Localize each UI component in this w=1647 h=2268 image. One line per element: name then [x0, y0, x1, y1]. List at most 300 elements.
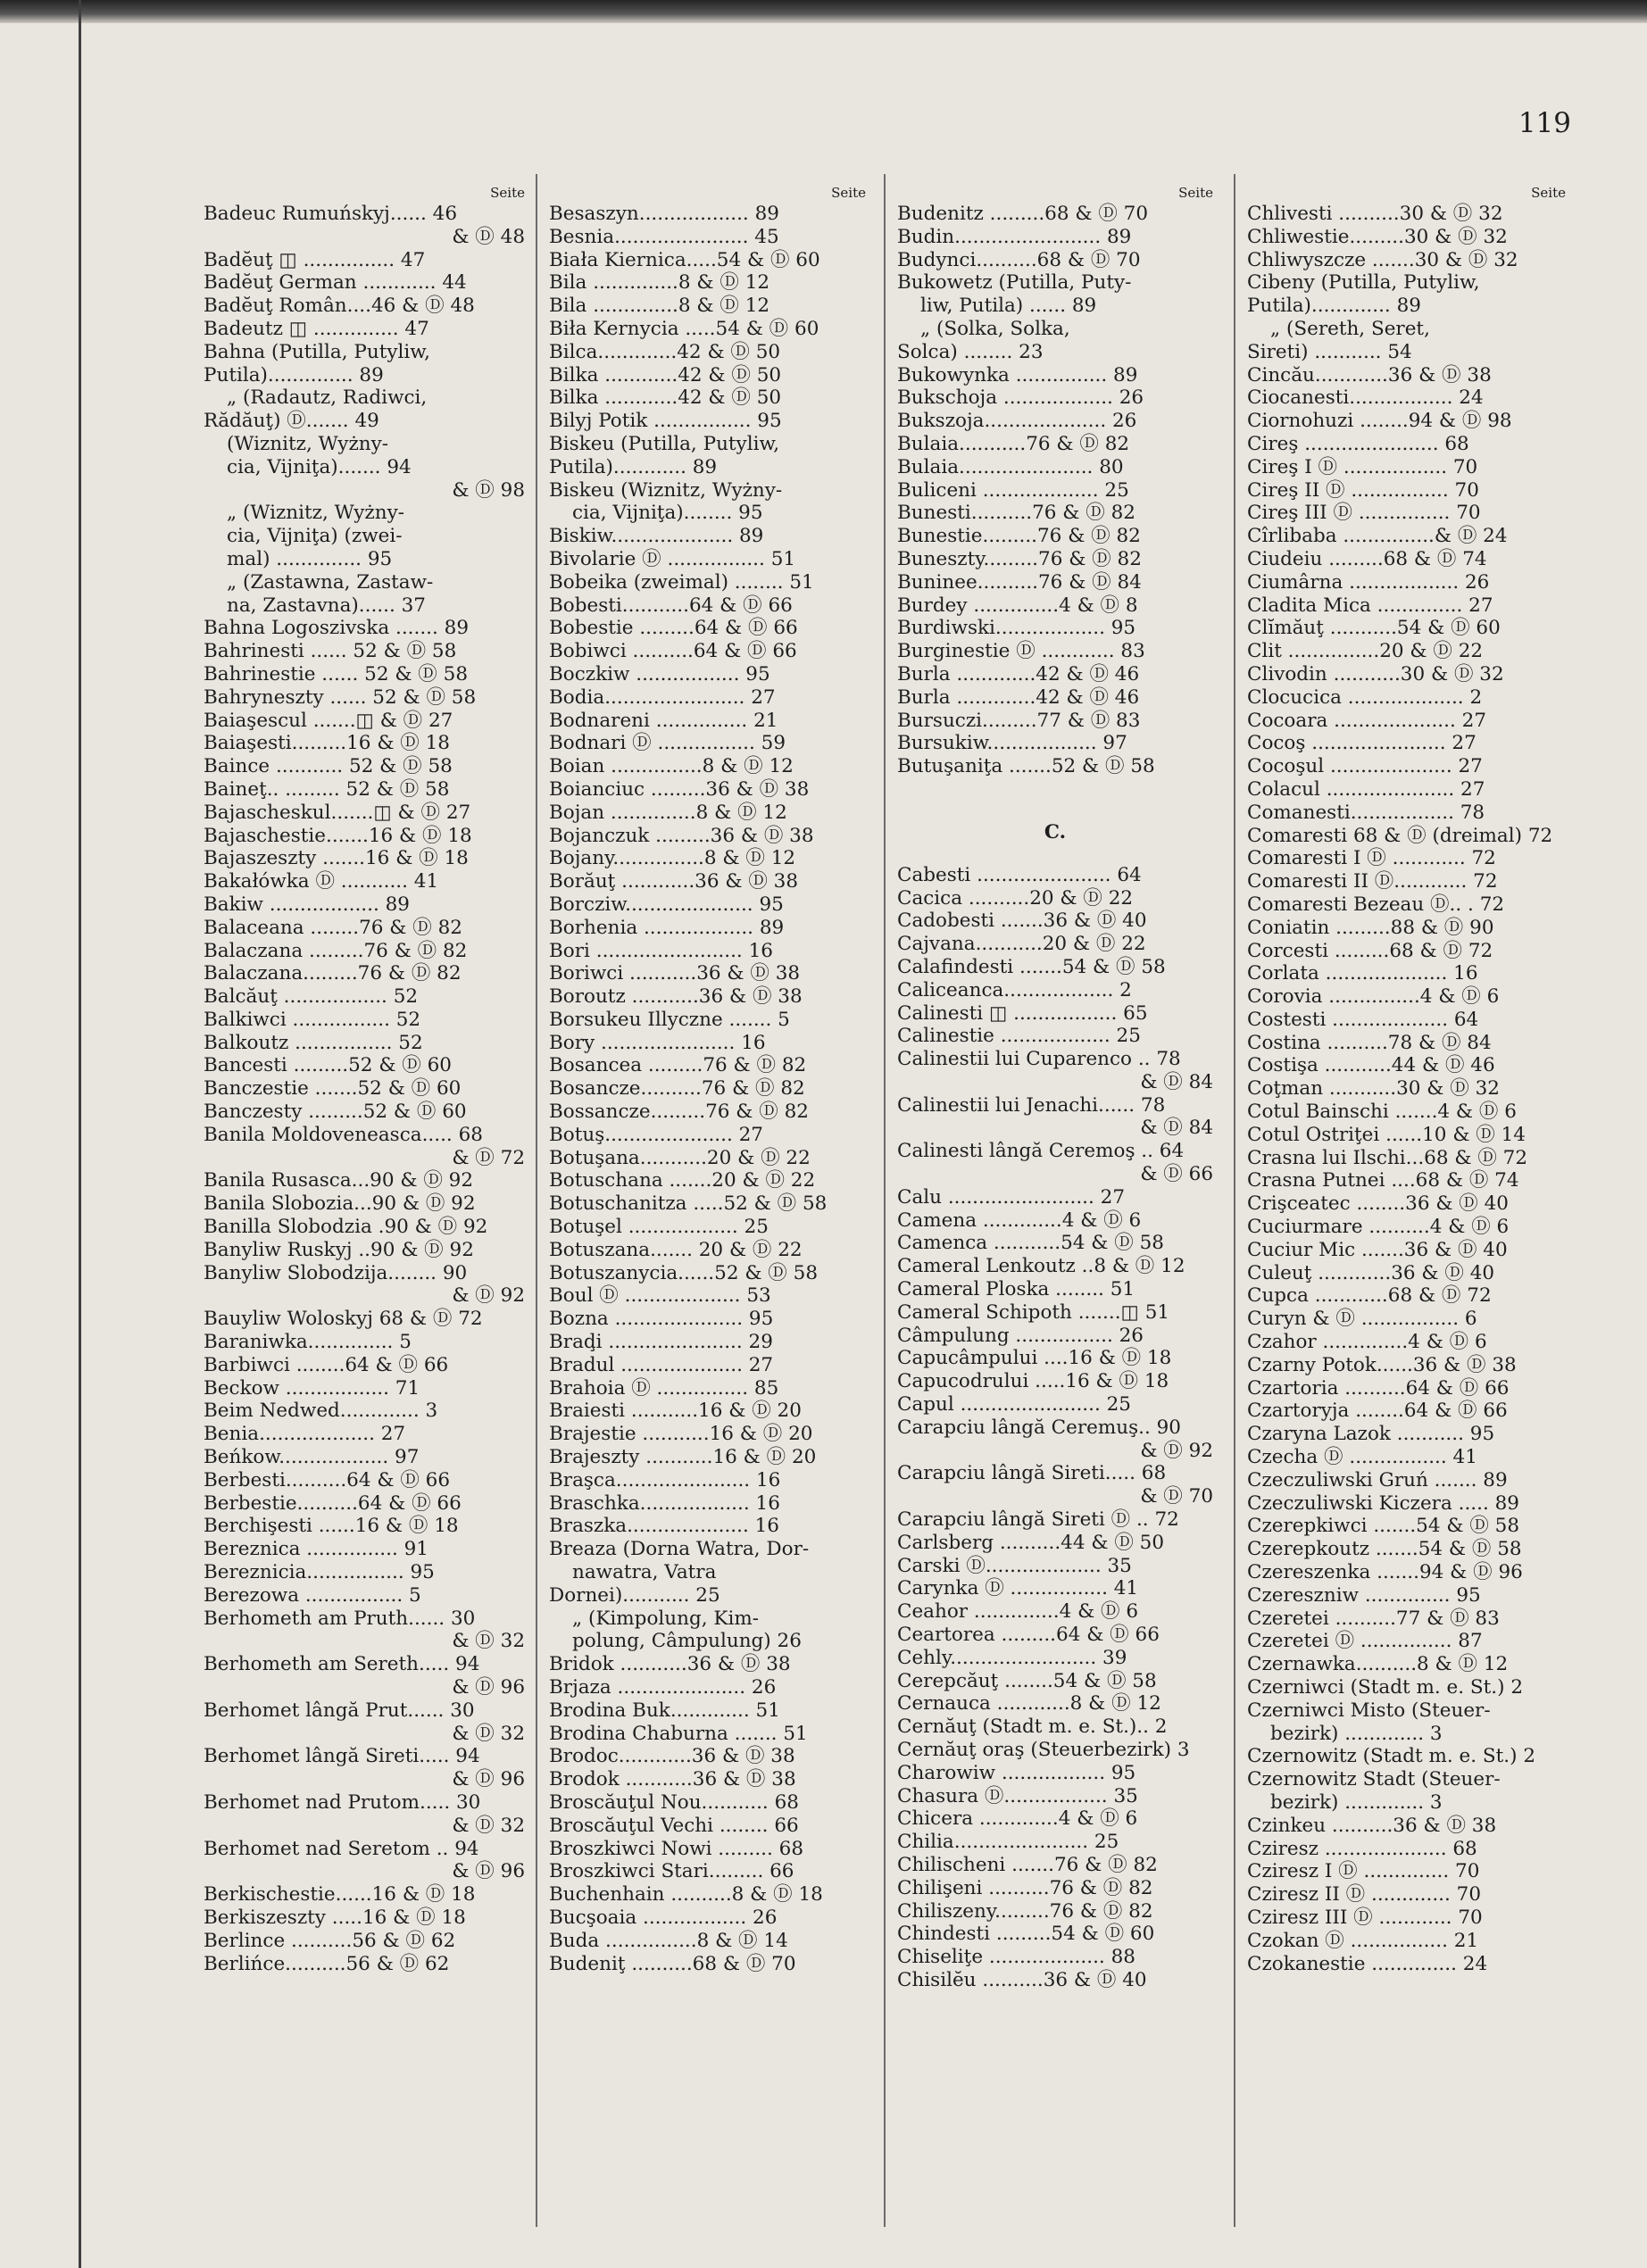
- index-column-1: [204, 185, 525, 1975]
- index-entry: Braiesti ...........16 & Ⓓ 20: [549, 1400, 802, 1423]
- column-header: Seite: [490, 185, 525, 201]
- index-entry: Clit ...............20 & Ⓓ 22: [1247, 640, 1484, 663]
- index-entry: Bradul .................... 27: [549, 1353, 774, 1376]
- index-entry: Clivodin ...........30 & Ⓓ 32: [1247, 662, 1504, 685]
- index-entry: Carapciu lângă Sireti Ⓓ .. 72: [897, 1508, 1179, 1532]
- index-entry: Boian ...............8 & Ⓓ 12: [549, 755, 794, 778]
- index-entry: Braşca...................... 16: [549, 1468, 781, 1491]
- index-entry: Burla .............42 & Ⓓ 46: [897, 662, 1140, 685]
- index-entry: Czinkeu ..........36 & Ⓓ 38: [1247, 1814, 1497, 1837]
- index-entry: Comaresti II Ⓓ............ 72: [1247, 870, 1498, 893]
- index-entry: Biała Kiernica.....54 & Ⓓ 60: [549, 248, 820, 271]
- index-entry: Czernowitz (Stadt m. e. St.) 2: [1247, 1745, 1536, 1768]
- index-entry: Ceartorea .........64 & Ⓓ 66: [897, 1624, 1160, 1647]
- index-entry: Ciudeiu .........68 & Ⓓ 74: [1247, 547, 1487, 570]
- index-entry: & Ⓓ 92: [1140, 1439, 1213, 1462]
- index-entry: Corlata .................... 16: [1247, 962, 1478, 985]
- index-entry: Boroutz ...........36 & Ⓓ 38: [549, 985, 803, 1009]
- index-entry: Bunesti..........76 & Ⓓ 82: [897, 502, 1135, 525]
- index-entry: Bucşoaia ................. 26: [549, 1906, 778, 1929]
- index-entry: Buchenhain ..........8 & Ⓓ 18: [549, 1883, 823, 1907]
- index-entry: Czerepkoutz .......54 & Ⓓ 58: [1247, 1538, 1522, 1561]
- index-entry: „ (Radautz, Radiwci,: [227, 386, 428, 410]
- index-entry: Banyliw Ruskyj ..90 & Ⓓ 92: [204, 1238, 474, 1261]
- index-entry: Sireti) ........... 54: [1247, 340, 1412, 363]
- index-entry: Boriwci ...........36 & Ⓓ 38: [549, 962, 801, 985]
- index-entry: Bilyj Potik ................ 95: [549, 410, 782, 433]
- index-entry: Cerepcăuţ ........54 & Ⓓ 58: [897, 1669, 1157, 1692]
- column-header: Seite: [1178, 185, 1213, 201]
- index-entry: Cotul Ostriţei ......10 & Ⓓ 14: [1247, 1123, 1526, 1146]
- index-entry: Curyn & Ⓓ ................ 6: [1247, 1308, 1477, 1331]
- index-entry: Baraniwka.............. 5: [204, 1331, 412, 1354]
- index-entry: Barbiwci ........64 & Ⓓ 66: [204, 1353, 449, 1376]
- index-entry: Banczesty .........52 & Ⓓ 60: [204, 1101, 467, 1124]
- index-entry: Bosancea .........76 & Ⓓ 82: [549, 1054, 807, 1077]
- column-divider: [1234, 174, 1235, 2227]
- index-entry: & Ⓓ 96: [452, 1768, 525, 1791]
- index-entry: cia, Vijniţa) (zwei-: [227, 525, 403, 548]
- index-entry: Capul ....................... 25: [897, 1393, 1131, 1416]
- index-entry: Breaza (Dorna Watra, Dor-: [549, 1538, 810, 1561]
- index-entry: & Ⓓ 48: [452, 225, 525, 248]
- index-entry: Cabesti ...................... 64: [897, 863, 1142, 886]
- index-entry: „ (Zastawna, Zastaw-: [227, 570, 434, 594]
- column-header: Seite: [831, 185, 866, 201]
- index-entry: Buliceni ................... 25: [897, 478, 1129, 502]
- index-entry: Czeczuliwski Gruń ....... 89: [1247, 1468, 1508, 1491]
- index-entry: Czernowitz Stadt (Steuer-: [1247, 1768, 1501, 1791]
- index-entry: Balcăuţ ................. 52: [204, 985, 419, 1009]
- column-header: Seite: [1531, 185, 1566, 201]
- index-entry: Czartoria ..........64 & Ⓓ 66: [1247, 1376, 1510, 1400]
- index-entry: polung, Câmpulung) 26: [572, 1630, 802, 1653]
- index-entry: & Ⓓ 70: [1140, 1485, 1213, 1508]
- index-entry: Boul Ⓓ ................... 53: [549, 1284, 771, 1308]
- index-entry: Baince ........... 52 & Ⓓ 58: [204, 755, 453, 778]
- index-entry: Bobesti...........64 & Ⓓ 66: [549, 594, 793, 617]
- index-entry: & Ⓓ 84: [1140, 1070, 1213, 1093]
- index-column-3: [897, 185, 1213, 1992]
- index-entry: Cameral Lenkoutz ..8 & Ⓓ 12: [897, 1255, 1185, 1278]
- index-entry: Berbestie..........64 & Ⓓ 66: [204, 1491, 462, 1515]
- index-entry: Beckow ................. 71: [204, 1376, 420, 1400]
- index-entry: Butuşaniţa .......52 & Ⓓ 58: [897, 755, 1155, 778]
- index-entry: Cladita Mica .............. 27: [1247, 594, 1493, 617]
- index-entry: Comaresti 68 & Ⓓ (dreimal) 72: [1247, 824, 1553, 847]
- index-entry: Coţman ...........30 & Ⓓ 32: [1247, 1077, 1500, 1101]
- index-entry: Putila).............. 89: [204, 363, 384, 386]
- index-entry: Broscăuţul Nou........... 68: [549, 1790, 799, 1814]
- index-entry: Berhometh am Pruth...... 30: [204, 1607, 476, 1630]
- index-entry: Charowiw ................. 95: [897, 1761, 1136, 1784]
- index-entry: & Ⓓ 92: [452, 1284, 525, 1308]
- index-entry: Banyliw Slobodzija........ 90: [204, 1261, 468, 1284]
- index-entry: Biła Kernycia .....54 & Ⓓ 60: [549, 317, 819, 340]
- index-entry: Balkiwci ................ 52: [204, 1008, 421, 1031]
- index-entry: Bukowetz (Putilla, Puty-: [897, 271, 1132, 295]
- index-entry: Dornei)........... 25: [549, 1583, 720, 1607]
- index-entry: Banila Rusasca...90 & Ⓓ 92: [204, 1169, 474, 1192]
- scan-top-edge: [0, 0, 1647, 23]
- index-entry: Botuszanycia......52 & Ⓓ 58: [549, 1261, 819, 1284]
- index-entry: Cincău............36 & Ⓓ 38: [1247, 363, 1492, 386]
- index-entry: Chlivesti ..........30 & Ⓓ 32: [1247, 203, 1503, 225]
- index-entry: Coniatin .........88 & Ⓓ 90: [1247, 916, 1494, 939]
- index-entry: Bridok ...........36 & Ⓓ 38: [549, 1653, 791, 1676]
- index-entry: Bahryneszty ...... 52 & Ⓓ 58: [204, 685, 477, 709]
- index-entry: Borăuţ ............36 & Ⓓ 38: [549, 870, 799, 893]
- index-entry: Ciumârna .................. 26: [1247, 570, 1490, 594]
- index-entry: Czaryna Lazok ........... 95: [1247, 1423, 1495, 1446]
- index-entry: Besaszyn.................. 89: [549, 203, 779, 225]
- index-entry: Bossancze.........76 & Ⓓ 82: [549, 1101, 809, 1124]
- index-entry: bezirk) ............. 3: [1270, 1790, 1443, 1814]
- index-entry: Bory ...................... 16: [549, 1031, 766, 1054]
- index-entry: Banilla Slobodzia .90 & Ⓓ 92: [204, 1216, 488, 1239]
- index-entry: Cocoşul .................... 27: [1247, 755, 1483, 778]
- index-entry: Cuciur Mic .......36 & Ⓓ 40: [1247, 1238, 1508, 1261]
- index-entry: & Ⓓ 32: [452, 1630, 525, 1653]
- index-entry: Bukschoja .................. 26: [897, 386, 1144, 410]
- index-entry: Bahna Logoszivska ....... 89: [204, 617, 470, 640]
- index-entry: Bojan ..............8 & Ⓓ 12: [549, 801, 787, 824]
- index-entry: Boianciuc .........36 & Ⓓ 38: [549, 777, 810, 801]
- index-column-4: [1247, 185, 1566, 1975]
- index-entry: & Ⓓ 32: [452, 1722, 525, 1745]
- index-entry: Chilia...................... 25: [897, 1831, 1119, 1854]
- index-entry: Cireş III Ⓓ ............... 70: [1247, 502, 1481, 525]
- index-entry: Cireş ...................... 68: [1247, 432, 1469, 455]
- index-entry: Cernăuţ (Stadt m. e. St.).. 2: [897, 1716, 1168, 1739]
- index-entry: Badĕuţ ◫ ............... 47: [204, 248, 426, 271]
- index-entry: Bancesti .........52 & Ⓓ 60: [204, 1054, 452, 1077]
- index-entry: mal) .............. 95: [227, 547, 393, 570]
- index-entry: Berhomet lângă Prut...... 30: [204, 1699, 475, 1722]
- index-entry: Broszkiwci Nowi ......... 68: [549, 1837, 804, 1860]
- index-entry: Chasura Ⓓ................. 35: [897, 1784, 1138, 1807]
- index-entry: Cernăuţ oraş (Steuerbezirk) 3: [897, 1739, 1190, 1761]
- index-entry: Cziresz .................... 68: [1247, 1837, 1477, 1860]
- index-entry: Berhomet nad Prutom..... 30: [204, 1790, 481, 1814]
- index-entry: Cocoş ...................... 27: [1247, 732, 1476, 755]
- index-entry: Berhomet lângă Sireti..... 94: [204, 1745, 480, 1768]
- index-entry: Benia................... 27: [204, 1423, 406, 1446]
- index-entry: & Ⓓ 98: [452, 478, 525, 502]
- index-entry: Carapciu lângă Sireti..... 68: [897, 1462, 1167, 1485]
- index-entry: Cajvana...........20 & Ⓓ 22: [897, 933, 1146, 956]
- index-entry: Ceahor ..............4 & Ⓓ 6: [897, 1600, 1139, 1624]
- index-entry: Crasna Putnei ....68 & Ⓓ 74: [1247, 1169, 1519, 1192]
- index-entry: Burginestie Ⓓ ............ 83: [897, 640, 1145, 663]
- column-divider: [536, 174, 537, 2227]
- index-entry: Calinestie .................. 25: [897, 1025, 1141, 1048]
- index-entry: Botuş..................... 27: [549, 1123, 763, 1146]
- index-entry: Badeuc Rumuńskyj...... 46: [204, 203, 458, 225]
- index-entry: Chiseliţe ................... 88: [897, 1946, 1135, 1969]
- index-entry: Cernauca ............8 & Ⓓ 12: [897, 1692, 1161, 1716]
- index-entry: Biskiw.................... 89: [549, 525, 764, 548]
- index-entry: Botuszana....... 20 & Ⓓ 22: [549, 1238, 803, 1261]
- index-entry: Cziresz III Ⓓ ............ 70: [1247, 1906, 1483, 1929]
- index-entry: Bursukiw.................. 97: [897, 732, 1127, 755]
- index-entry: Banila Moldoveneasca..... 68: [204, 1123, 483, 1146]
- index-entry: Braschka.................. 16: [549, 1491, 780, 1515]
- index-entry: Badĕuţ German ............ 44: [204, 271, 467, 295]
- index-entry: Corovia ...............4 & Ⓓ 6: [1247, 985, 1500, 1009]
- index-entry: Braszka.................... 16: [549, 1515, 779, 1538]
- index-entry: Bajaschestie.......16 & Ⓓ 18: [204, 824, 472, 847]
- index-entry: Brodok ...........36 & Ⓓ 38: [549, 1768, 796, 1791]
- index-entry: „ (Sereth, Seret,: [1270, 317, 1430, 340]
- index-entry: Czeresznіw .............. 95: [1247, 1583, 1481, 1607]
- index-entry: Botuschanitza .....52 & Ⓓ 58: [549, 1192, 828, 1216]
- index-entry: Caliceanca.................. 2: [897, 978, 1132, 1001]
- index-entry: Brodina Chaburna ....... 51: [549, 1722, 808, 1745]
- index-entry: Cehly........................ 39: [897, 1646, 1127, 1669]
- index-entry: Botuschana .......20 & Ⓓ 22: [549, 1169, 816, 1192]
- index-entry: Bauyliw Woloskyj 68 & Ⓓ 72: [204, 1308, 483, 1331]
- index-entry: Costişa ...........44 & Ⓓ 46: [1247, 1054, 1495, 1077]
- index-entry: Cacica ..........20 & Ⓓ 22: [897, 886, 1134, 910]
- index-entry: Comaresti I Ⓓ ............ 72: [1247, 847, 1496, 870]
- index-entry: Buda ...............8 & Ⓓ 14: [549, 1929, 788, 1952]
- index-entry: Balkoutz ................ 52: [204, 1031, 423, 1054]
- index-entry: Czernawka..........8 & Ⓓ 12: [1247, 1653, 1509, 1676]
- index-entry: Costesti ................... 64: [1247, 1008, 1479, 1031]
- index-entry: Berlińce..........56 & Ⓓ 62: [204, 1952, 450, 1975]
- index-entry: Balaczana.........76 & Ⓓ 82: [204, 962, 462, 985]
- index-entry: Berhomet nad Seretom .. 94: [204, 1837, 479, 1860]
- index-entry: na, Zastavna)...... 37: [227, 594, 426, 617]
- index-entry: Bereznica ............... 91: [204, 1538, 428, 1561]
- index-entry: Balaczana .........76 & Ⓓ 82: [204, 939, 468, 962]
- index-entry: Czeretei Ⓓ ............... 87: [1247, 1630, 1483, 1653]
- index-entry: Bilka ............42 & Ⓓ 50: [549, 386, 782, 410]
- index-entry: Czokanestie .............. 24: [1247, 1952, 1488, 1975]
- index-entry: Bilca.............42 & Ⓓ 50: [549, 340, 781, 363]
- index-entry: Bobeika (zweimal) ........ 51: [549, 570, 814, 594]
- index-entry: & Ⓓ 96: [452, 1860, 525, 1883]
- index-entry: Cibeny (Putilla, Putyliw,: [1247, 271, 1480, 295]
- index-entry: Carlsberg ..........44 & Ⓓ 50: [897, 1531, 1165, 1554]
- index-entry: Bojany...............8 & Ⓓ 12: [549, 847, 796, 870]
- index-entry: Costina ..........78 & Ⓓ 84: [1247, 1031, 1492, 1054]
- index-entry: Bajascheskul.......◫ & Ⓓ 27: [204, 801, 471, 824]
- index-entry: Bursuczi.........77 & Ⓓ 83: [897, 709, 1141, 732]
- index-entry: Czarny Potok......36 & Ⓓ 38: [1247, 1353, 1517, 1376]
- index-entry: Bozna ..................... 95: [549, 1308, 774, 1331]
- index-entry: „ (Kimpolung, Kim-: [572, 1607, 759, 1630]
- index-entry: Braḑi ...................... 29: [549, 1331, 773, 1354]
- index-entry: Bunestie.........76 & Ⓓ 82: [897, 525, 1141, 548]
- index-entry: Colacul ..................... 27: [1247, 777, 1485, 801]
- index-entry: „ (Solka, Solka,: [920, 317, 1070, 340]
- index-entry: Brajestie ...........16 & Ⓓ 20: [549, 1423, 813, 1446]
- index-entry: Broscăuţul Vechi ........ 66: [549, 1814, 799, 1837]
- index-entry: Burla .............42 & Ⓓ 46: [897, 685, 1140, 709]
- index-entry: Carski Ⓓ................... 35: [897, 1554, 1132, 1577]
- index-entry: Calinestii lui Cuparenco .. 78: [897, 1048, 1181, 1071]
- index-entry: Solca) ........ 23: [897, 340, 1044, 363]
- index-entry: Bakałówka Ⓓ ........... 41: [204, 870, 439, 893]
- index-entry: Czeretei ..........77 & Ⓓ 83: [1247, 1607, 1500, 1630]
- index-entry: Cameral Schipoth .......◫ 51: [897, 1300, 1170, 1324]
- index-entry: Calu ........................ 27: [897, 1185, 1126, 1209]
- index-entry: Cîrlibaba ...............& Ⓓ 24: [1247, 525, 1508, 548]
- index-entry: Czerepkiwci .......54 & Ⓓ 58: [1247, 1515, 1520, 1538]
- index-entry: cia, Vijniţa)....... 94: [227, 455, 412, 478]
- index-entry: Bukszoja.................... 26: [897, 410, 1137, 433]
- index-entry: Czerniwci Misto (Steuer-: [1247, 1699, 1491, 1722]
- index-entry: & Ⓓ 84: [1140, 1117, 1213, 1140]
- index-entry: Berhometh am Sereth..... 94: [204, 1653, 480, 1676]
- index-entry: Buninee..........76 & Ⓓ 84: [897, 570, 1142, 594]
- index-entry: Carapciu lângă Ceremuş.. 90: [897, 1416, 1181, 1439]
- index-entry: Baiaşesti.........16 & Ⓓ 18: [204, 732, 450, 755]
- index-entry: liw, Putila) ...... 89: [920, 295, 1097, 318]
- index-entry: Buneszty.........76 & Ⓓ 82: [897, 547, 1142, 570]
- index-entry: Czecha Ⓓ ................ 41: [1247, 1446, 1477, 1469]
- index-entry: Crasna lui Ilschi...68 & Ⓓ 72: [1247, 1146, 1528, 1169]
- index-entry: Calinestii lui Jenachi...... 78: [897, 1093, 1166, 1117]
- index-entry: Bahrinestie ...... 52 & Ⓓ 58: [204, 662, 468, 685]
- index-entry: Cziresz I Ⓓ .............. 70: [1247, 1860, 1480, 1883]
- page-number: 119: [1518, 107, 1571, 139]
- index-entry: Brahoia Ⓓ ............... 85: [549, 1376, 779, 1400]
- index-entry: Bori ........................ 16: [549, 939, 773, 962]
- index-entry: Putila)............. 89: [1247, 295, 1421, 318]
- index-entry: Brjaza ..................... 26: [549, 1676, 777, 1699]
- binding-margin-rule: [79, 0, 81, 2268]
- index-entry: Borsukeu Illyczne ....... 5: [549, 1008, 790, 1031]
- index-entry: & Ⓓ 72: [452, 1146, 525, 1169]
- spacer: [897, 778, 1213, 798]
- index-entry: Czartoryja ........64 & Ⓓ 66: [1247, 1400, 1508, 1423]
- index-entry: Capucâmpului ....16 & Ⓓ 18: [897, 1347, 1172, 1370]
- column-divider: [884, 174, 886, 2227]
- index-entry: Chiliszeny.........76 & Ⓓ 82: [897, 1899, 1153, 1923]
- index-entry: Bahrinesti ...... 52 & Ⓓ 58: [204, 640, 457, 663]
- index-entry: Broszkiwci Stari......... 66: [549, 1860, 794, 1883]
- index-entry: Capucodrului .....16 & Ⓓ 18: [897, 1370, 1169, 1393]
- index-entry: Brodina Buk............. 51: [549, 1699, 780, 1722]
- index-entry: Calafindesti .......54 & Ⓓ 58: [897, 955, 1166, 978]
- index-entry: Burdey ..............4 & Ⓓ 8: [897, 594, 1138, 617]
- index-entry: Berkischestie......16 & Ⓓ 18: [204, 1883, 476, 1907]
- index-entry: Putila)............ 89: [549, 455, 718, 478]
- index-entry: Berlince ..........56 & Ⓓ 62: [204, 1929, 456, 1952]
- index-entry: cia, Vijniţa)........ 95: [572, 502, 763, 525]
- index-entry: Bodnareni ............... 21: [549, 709, 778, 732]
- index-entry: Budeniţ ..........68 & Ⓓ 70: [549, 1952, 796, 1975]
- index-entry: Berbesti..........64 & Ⓓ 66: [204, 1468, 451, 1491]
- index-entry: Cadobesti .......36 & Ⓓ 40: [897, 910, 1147, 933]
- index-entry: Bivolarie Ⓓ ................ 51: [549, 547, 796, 570]
- index-entry: Botuşana...........20 & Ⓓ 22: [549, 1146, 811, 1169]
- index-entry: Ciocanesti................. 24: [1247, 386, 1484, 410]
- index-entry: Bulaia...........76 & Ⓓ 82: [897, 432, 1130, 455]
- index-entry: Banczestie .......52 & Ⓓ 60: [204, 1077, 462, 1101]
- index-entry: Câmpulung ................ 26: [897, 1324, 1144, 1347]
- index-entry: Brajeszty ...........16 & Ⓓ 20: [549, 1446, 817, 1469]
- index-entry: Chliwestie.........30 & Ⓓ 32: [1247, 225, 1508, 248]
- index-entry: Clĭmăuţ ...........54 & Ⓓ 60: [1247, 617, 1501, 640]
- index-entry: Czereszenka .......94 & Ⓓ 96: [1247, 1561, 1523, 1584]
- index-entry: Cireş II Ⓓ ................ 70: [1247, 478, 1479, 502]
- index-entry: Clocucica ................... 2: [1247, 685, 1483, 709]
- index-entry: Berkiszeszty .....16 & Ⓓ 18: [204, 1906, 466, 1929]
- index-entry: Czahor ..............4 & Ⓓ 6: [1247, 1331, 1487, 1354]
- index-entry: Baineţ.. ......... 52 & Ⓓ 58: [204, 777, 450, 801]
- index-entry: Borcziw..................... 95: [549, 893, 784, 916]
- index-entry: Camenca ...........54 & Ⓓ 58: [897, 1232, 1164, 1255]
- index-entry: Carynka Ⓓ ................ 41: [897, 1577, 1139, 1600]
- index-entry: Comaresti Bezeau Ⓓ.. . 72: [1247, 893, 1505, 916]
- index-entry: Budin........................ 89: [897, 225, 1132, 248]
- index-entry: Chliwyszcze .......30 & Ⓓ 32: [1247, 248, 1518, 271]
- index-entry: & Ⓓ 66: [1140, 1163, 1213, 1186]
- index-entry: Calinesti ◫ ................. 65: [897, 1001, 1148, 1025]
- index-entry: Badĕuţ Român....46 & Ⓓ 48: [204, 295, 475, 318]
- index-entry: Beim Nedwed............. 3: [204, 1400, 438, 1423]
- index-entry: bezirk) ............. 3: [1270, 1722, 1443, 1745]
- index-entry: Bila ..............8 & Ⓓ 12: [549, 271, 770, 295]
- index-entry: Czeczuliwski Kiczera ..... 89: [1247, 1491, 1519, 1515]
- index-entry: Bulaia...................... 80: [897, 455, 1124, 478]
- index-entry: Cocoara .................... 27: [1247, 709, 1487, 732]
- index-entry: Bahna (Putilla, Putyliw,: [204, 340, 430, 363]
- index-entry: Ciornohuzi ........94 & Ⓓ 98: [1247, 410, 1512, 433]
- index-entry: Bajaszeszty .......16 & Ⓓ 18: [204, 847, 469, 870]
- index-entry: Chindesti .........54 & Ⓓ 60: [897, 1923, 1155, 1946]
- index-entry: Bosancze..........76 & Ⓓ 82: [549, 1077, 805, 1101]
- index-entry: Culeuţ ............36 & Ⓓ 40: [1247, 1261, 1495, 1284]
- section-letter: C.: [1044, 820, 1067, 843]
- index-column-2: [549, 185, 866, 1975]
- index-entry: Bobestie .........64 & Ⓓ 66: [549, 617, 798, 640]
- index-entry: „ (Wiznitz, Wyżny-: [227, 502, 405, 525]
- index-entry: Botuşel .................. 25: [549, 1216, 769, 1239]
- index-entry: Bilka ............42 & Ⓓ 50: [549, 363, 782, 386]
- index-entry: Bodnari Ⓓ ................ 59: [549, 732, 786, 755]
- index-entry: Chisilĕu ..........36 & Ⓓ 40: [897, 1968, 1147, 1991]
- index-entry: & Ⓓ 96: [452, 1676, 525, 1699]
- index-entry: Corcesti .........68 & Ⓓ 72: [1247, 939, 1493, 962]
- index-entry: Cotul Bainschi .......4 & Ⓓ 6: [1247, 1101, 1517, 1124]
- index-entry: (Wiznitz, Wyżny-: [227, 432, 389, 455]
- index-entry: Bakiw .................. 89: [204, 893, 410, 916]
- index-entry: Cupca ............68 & Ⓓ 72: [1247, 1284, 1492, 1308]
- index-entry: Biskeu (Putilla, Putyliw,: [549, 432, 780, 455]
- index-entry: Chilişeni ..........76 & Ⓓ 82: [897, 1876, 1153, 1899]
- index-entry: Baiaşescul .......◫ & Ⓓ 27: [204, 709, 453, 732]
- index-entry: Badeutz ◫ .............. 47: [204, 317, 429, 340]
- index-entry: Bojanczuk .........36 & Ⓓ 38: [549, 824, 814, 847]
- index-entry: Boczkiw ................. 95: [549, 662, 770, 685]
- index-entry: nawatra, Vatra: [572, 1561, 717, 1584]
- index-entry: Bobiwci ..........64 & Ⓓ 66: [549, 640, 797, 663]
- index-entry: Balaceana ........76 & Ⓓ 82: [204, 916, 462, 939]
- index-entry: Cameral Ploska ........ 51: [897, 1278, 1135, 1301]
- index-entry: Comanesti................. 78: [1247, 801, 1485, 824]
- index-entry: & Ⓓ 32: [452, 1814, 525, 1837]
- index-entry: Berezniciа................ 95: [204, 1561, 435, 1584]
- index-entry: Czerniwci (Stadt m. e. St.) 2: [1247, 1676, 1524, 1699]
- index-entry: Cuciurmare ..........4 & Ⓓ 6: [1247, 1216, 1510, 1239]
- index-entry: Berchişesti ......16 & Ⓓ 18: [204, 1515, 459, 1538]
- index-entry: Bukowynka ............... 89: [897, 363, 1138, 386]
